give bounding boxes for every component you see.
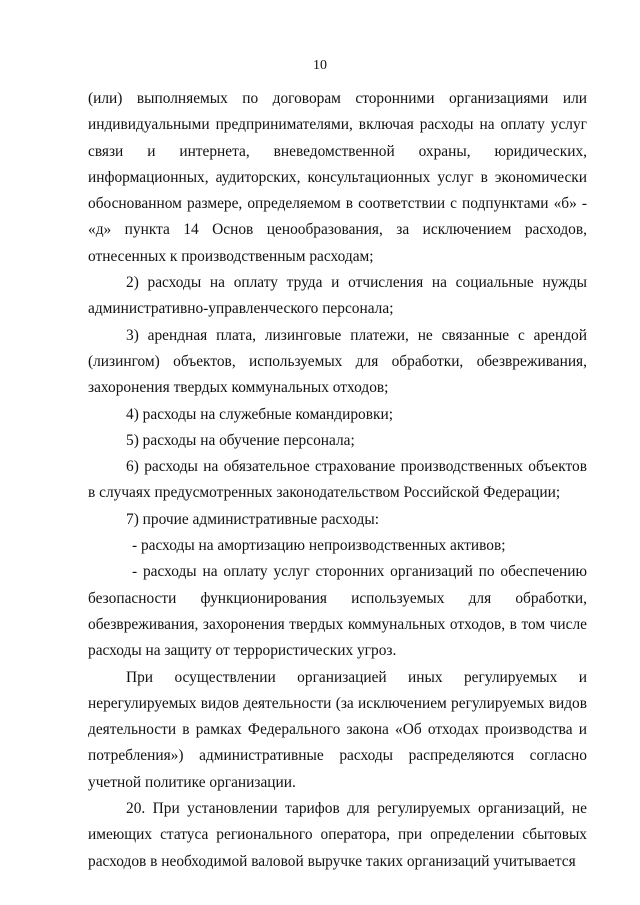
list-item-3: 3) арендная плата, лизинговые платежи, не связанные с арендой (лизингом) объектов, используемых для обработки, обезвреживания, захоронения твердых коммунальных отходов; (88, 326, 587, 397)
paragraph-continuation: (или) выполняемых по договорам сторонними организациями или индивидуальными предпринимателями, включая расходы на оплату услуг связи и интернета, вневедомственной охраны, юридических, информационных, аудиторских, консультационных услуг в экономически обоснованном размере, определяемом в соответствии с подпунктами «б» - «д» пункта 14 Основ ценообразования, за исключением расходов, отнесенных к производственным расходам; (88, 90, 587, 265)
list-item-7: 7) прочие административные расходы: (126, 510, 379, 528)
document-body (88, 86, 587, 875)
paragraph-other-activities: При осуществлении организацией иных регулируемых и нерегулируемых видов деятельности (за исключением регулируемых видов деятельности в рамках Федерального закона «Об отходах производства и потребления») административные расходы распределяются согласно учетной политике организации. (88, 668, 587, 791)
list-item-5: 5) расходы на обучение персонала; (126, 431, 355, 449)
page-number: 10 (313, 58, 327, 73)
paragraph-clause-20: 20. При установлении тарифов для регулируемых организаций, не имеющих статуса регионального оператора, при определении сбытовых расходов в необходимой валовой выручке таких организаций учитывается (88, 800, 587, 870)
list-item-6: 6) расходы на обязательное страхование производственных объектов в случаях предусмотренных законодательством Российской Федерации; (88, 458, 587, 502)
dash-item-amortization: - расходы на амортизацию непроизводственных активов; (132, 537, 506, 555)
list-item-2: 2) расходы на оплату труда и отчисления на социальные нужды административно-управленческого персонала; (88, 274, 587, 318)
dash-item-security: - расходы на оплату услуг сторонних организаций по обеспечению безопасности функционирования используемых для обработки, обезвреживания, захоронения твердых коммунальных отходов, в том числе расходы на защиту от террористических угроз. (88, 563, 587, 660)
list-item-4: 4) расходы на служебные командировки; (126, 405, 393, 423)
